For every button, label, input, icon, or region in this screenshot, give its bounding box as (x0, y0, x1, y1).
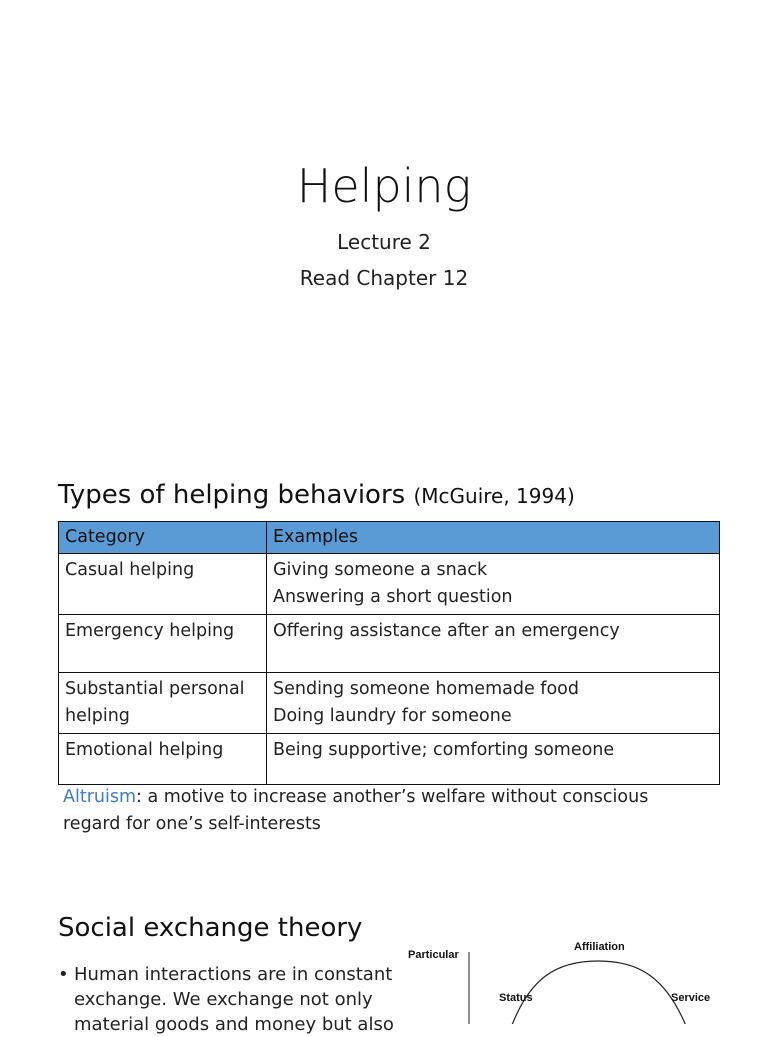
category-text: Casual helping (65, 560, 195, 580)
example-text: Sending someone homemade food (273, 679, 579, 699)
social-exchange-heading: Social exchange theory (58, 913, 363, 943)
label-service: Service (671, 992, 711, 1004)
label-affiliation: Affiliation (574, 941, 625, 953)
example-text: Being supportive; comforting someone (273, 740, 615, 760)
bullet-text: Human interactions are in constant exchange. We exchange not only material goods and money but also (74, 964, 394, 1035)
lecture-number: Lecture 2 (337, 230, 431, 254)
types-heading-text: Types of helping behaviors (58, 480, 406, 510)
category-text: helping (65, 706, 130, 726)
bullet-icon: • (58, 964, 69, 985)
table-row (59, 673, 720, 734)
example-text: Giving someone a snack (273, 560, 488, 580)
examples-cell (267, 673, 720, 734)
example-text: Offering assistance after an emergency (273, 621, 620, 641)
category-text: Emotional helping (65, 740, 224, 760)
table-row (59, 615, 720, 673)
column-header-examples: Examples (267, 522, 720, 554)
helping-types-table (58, 521, 720, 785)
category-cell (59, 554, 267, 615)
resource-exchange-figure (400, 936, 720, 1024)
category-text: Emergency helping (65, 621, 235, 641)
table-row (59, 554, 720, 615)
example-text: Doing laundry for someone (273, 706, 512, 726)
category-cell (59, 615, 267, 673)
label-particular: Particular (408, 949, 459, 961)
examples-cell (267, 734, 720, 785)
table-header-row (59, 522, 720, 554)
category-text: Substantial personal (65, 679, 245, 699)
slide-title: Helping (296, 159, 472, 213)
category-cell (59, 734, 267, 785)
resource-diagram (400, 936, 720, 1024)
list-item (58, 962, 398, 1037)
definition-text: : a motive to increase another’s welfare without conscious regard for one’s self-interests (63, 787, 649, 834)
table-row (59, 734, 720, 785)
bullet-list (58, 962, 398, 1037)
resource-circle (508, 961, 690, 1024)
reading-assignment: Read Chapter 12 (299, 266, 469, 290)
example-text: Answering a short question (273, 587, 513, 607)
definition-term: Altruism (63, 787, 137, 807)
examples-cell (267, 615, 720, 673)
examples-cell (267, 554, 720, 615)
label-status: Status (499, 992, 533, 1004)
column-header-category: Category (59, 522, 267, 554)
altruism-definition (63, 784, 703, 838)
types-heading (58, 478, 575, 513)
types-citation: (McGuire, 1994) (413, 484, 575, 508)
category-cell (59, 673, 267, 734)
